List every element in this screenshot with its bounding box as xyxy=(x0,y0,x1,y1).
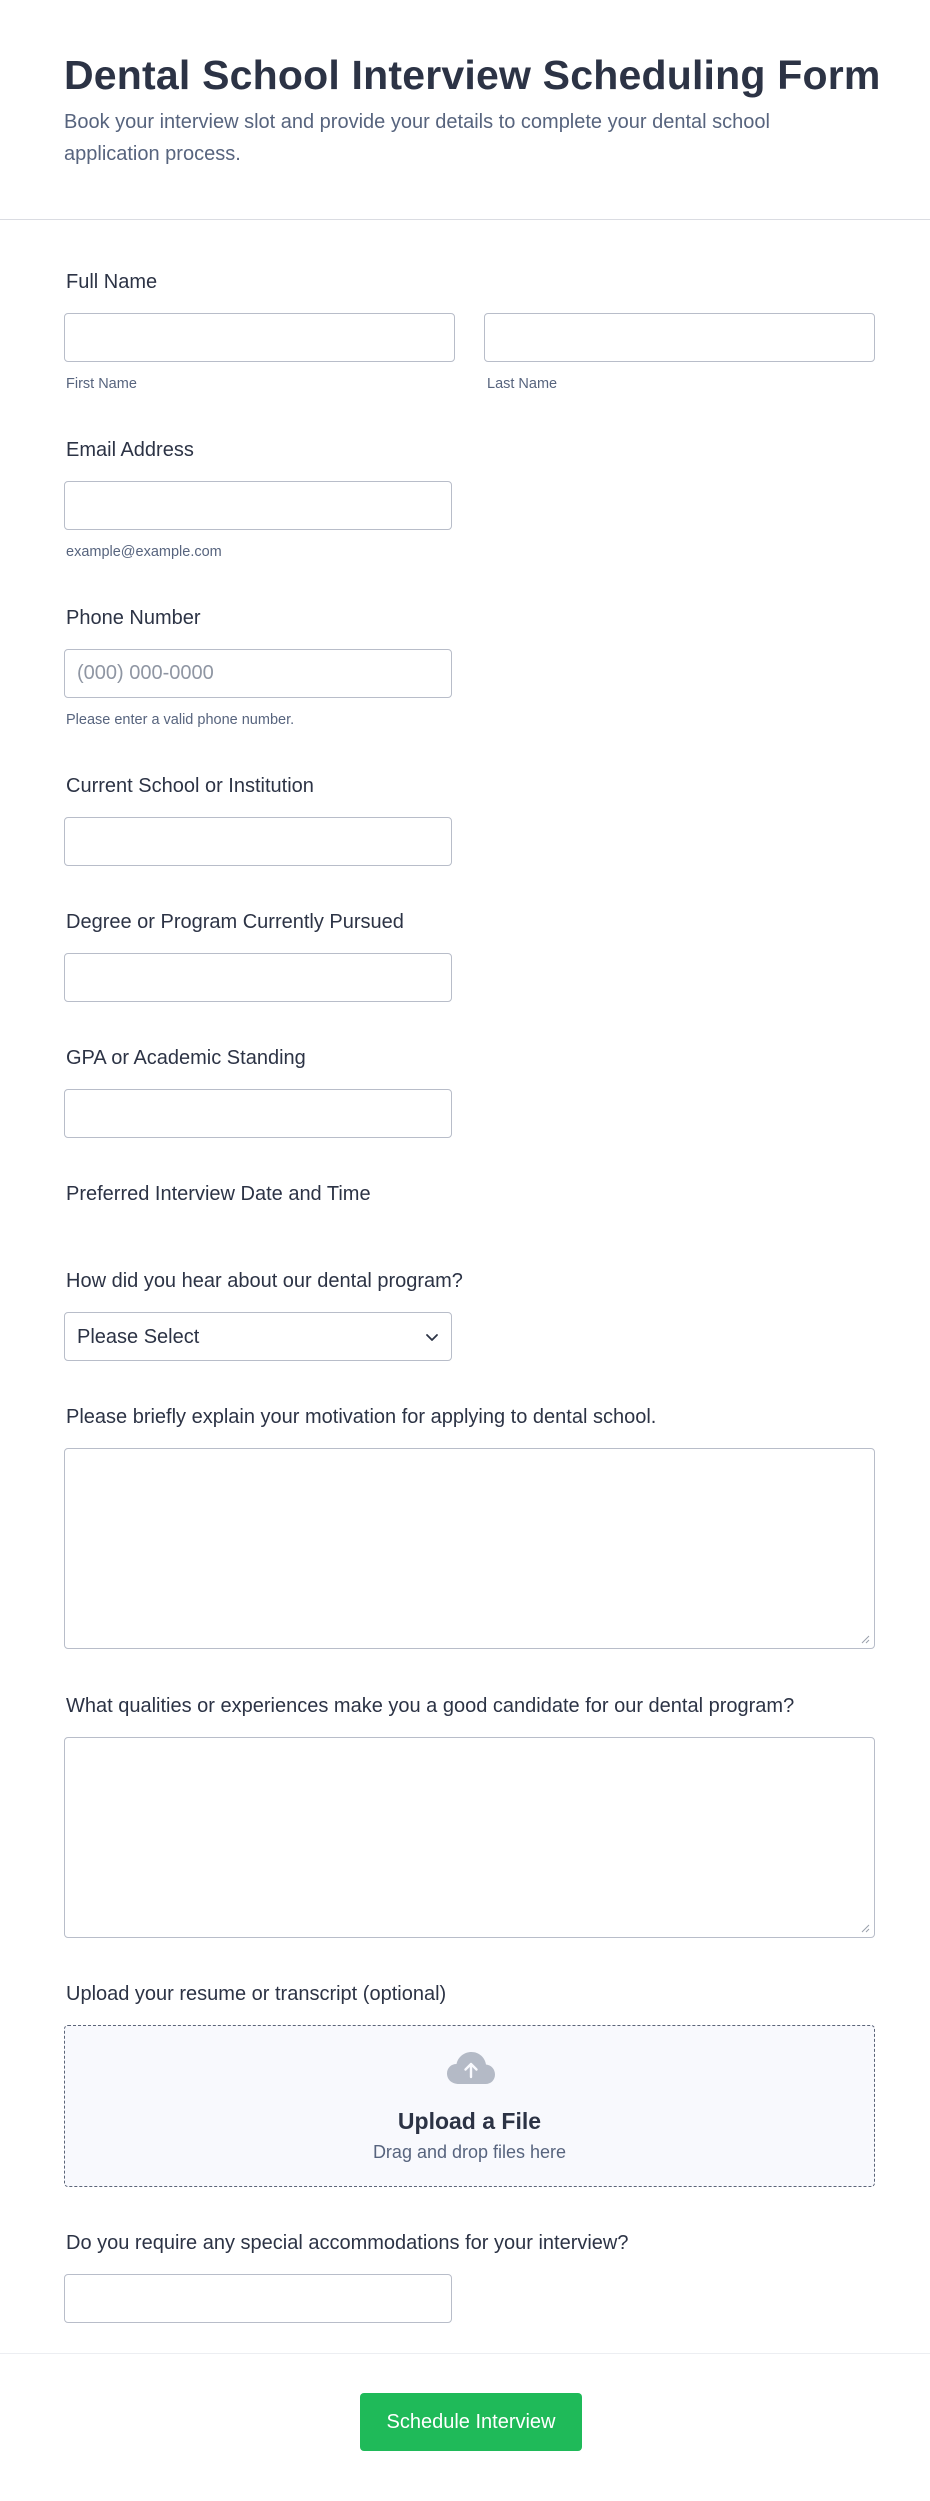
motivation-textarea[interactable] xyxy=(64,1448,875,1649)
upload-label: Upload your resume or transcript (optional) xyxy=(66,1983,447,2005)
accommodations-label: Do you require any special accommodations for your interview? xyxy=(66,2232,629,2254)
phone-input[interactable] xyxy=(64,649,452,698)
phone-label: Phone Number xyxy=(66,607,201,629)
referral-select-value: Please Select xyxy=(77,1326,200,1348)
motivation-label: Please briefly explain your motivation for applying to dental school. xyxy=(66,1406,657,1428)
email-sublabel: example@example.com xyxy=(66,544,222,560)
email-label: Email Address xyxy=(66,439,194,461)
file-upload-dropzone[interactable] xyxy=(64,2025,875,2187)
gpa-input[interactable] xyxy=(64,1089,452,1138)
phone-sublabel: Please enter a valid phone number. xyxy=(66,712,295,728)
form-header xyxy=(0,0,930,220)
first-name-sublabel: First Name xyxy=(66,376,137,392)
resize-grip-icon[interactable] xyxy=(860,1923,870,1933)
schedule-interview-button[interactable]: Schedule Interview xyxy=(360,2393,582,2451)
email-input[interactable] xyxy=(64,481,452,530)
referral-select[interactable] xyxy=(64,1312,452,1361)
gpa-label: GPA or Academic Standing xyxy=(66,1047,306,1069)
school-label: Current School or Institution xyxy=(66,775,314,797)
full-name-label: Full Name xyxy=(66,271,158,293)
page-subtitle: Book your interview slot and provide your details to complete your dental school application process. xyxy=(64,111,770,165)
interview-datetime-label: Preferred Interview Date and Time xyxy=(66,1183,371,1205)
last-name-input[interactable] xyxy=(484,313,875,362)
qualities-textarea[interactable] xyxy=(64,1737,875,1938)
cloud-upload-icon xyxy=(446,2050,496,2086)
first-name-input[interactable] xyxy=(64,313,455,362)
resize-grip-icon[interactable] xyxy=(860,1634,870,1644)
accommodations-input[interactable] xyxy=(64,2274,452,2323)
referral-label: How did you hear about our dental program? xyxy=(66,1270,463,1292)
form-footer xyxy=(0,2353,930,2501)
upload-subtitle: Drag and drop files here xyxy=(372,2142,567,2162)
last-name-sublabel: Last Name xyxy=(487,376,558,392)
degree-input[interactable] xyxy=(64,953,452,1002)
page-title: Dental School Interview Scheduling Form xyxy=(64,52,881,98)
school-input[interactable] xyxy=(64,817,452,866)
upload-title: Upload a File xyxy=(397,2108,542,2134)
qualities-label: What qualities or experiences make you a good candidate for our dental program? xyxy=(66,1695,795,1717)
chevron-down-icon xyxy=(425,1330,439,1344)
degree-label: Degree or Program Currently Pursued xyxy=(66,911,404,933)
